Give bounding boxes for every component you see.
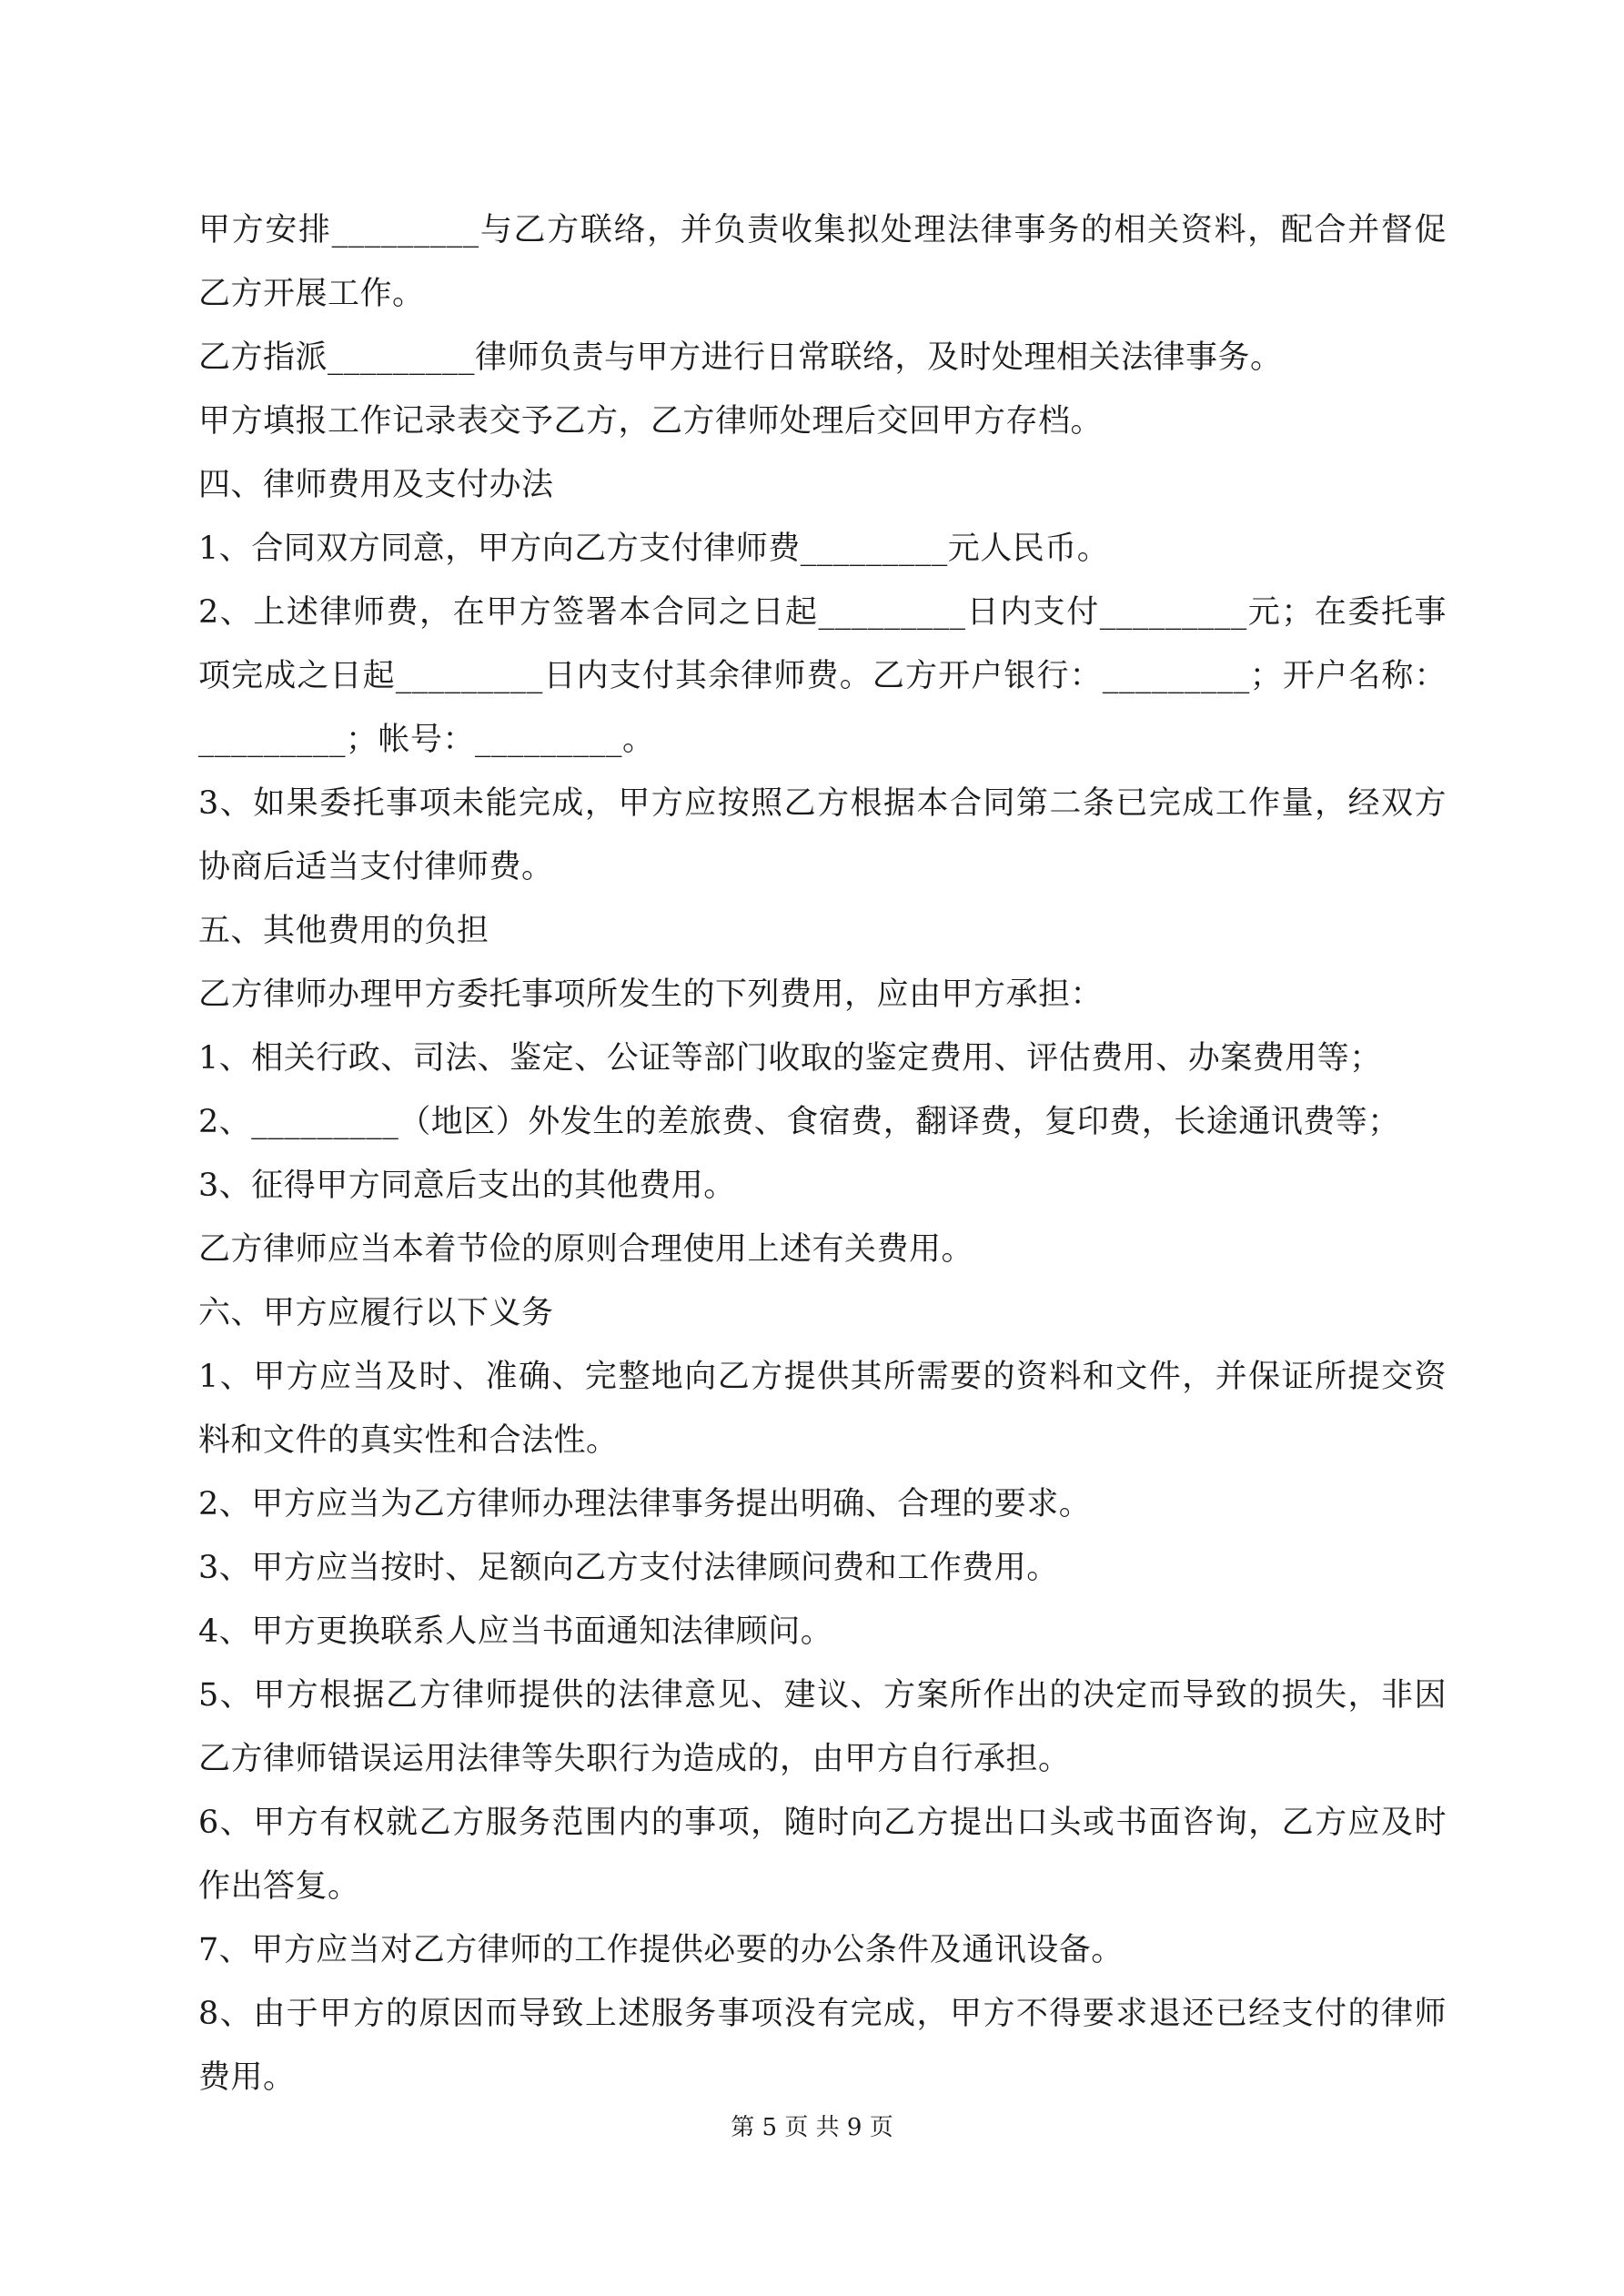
text-line: 2、上述律师费，在甲方签署本合同之日起_________日内支付_________元；在委托事	[198, 594, 1447, 631]
text-line: 2、甲方应当为乙方律师办理法律事务提出明确、合理的要求。	[198, 1486, 1092, 1522]
text-line: 6、甲方有权就乙方服务范围内的事项，随时向乙方提出口头或书面咨询，乙方应及时	[198, 1805, 1447, 1841]
text-line: 甲方填报工作记录表交予乙方，乙方律师处理后交回甲方存档。	[198, 403, 1104, 440]
text-line: _________；帐号：_________。	[198, 722, 655, 758]
text-line: 乙方律师办理甲方委托事项所发生的下列费用，应由甲方承担：	[198, 976, 1104, 1013]
text-line: 料和文件的真实性和合法性。	[198, 1422, 619, 1459]
text-line: 乙方律师错误运用法律等失职行为造成的，由甲方自行承担。	[198, 1741, 1071, 1777]
text-line: 3、如果委托事项未能完成，甲方应按照乙方根据本合同第二条已完成工作量，经双方	[198, 785, 1447, 822]
document-body	[198, 198, 1447, 2109]
text-line: 甲方安排_________与乙方联络，并负责收集拟处理法律事务的相关资料，配合并督促	[198, 212, 1447, 248]
text-line: 5、甲方根据乙方律师提供的法律意见、建议、方案所作出的决定而导致的损失，非因	[198, 1677, 1447, 1714]
text-line: 3、甲方应当按时、足额向乙方支付法律顾问费和工作费用。	[198, 1550, 1059, 1586]
text-line: 1、合同双方同意，甲方向乙方支付律师费_________元人民币。	[198, 531, 1110, 567]
section-heading: 四、律师费用及支付办法	[198, 467, 554, 503]
page-number-footer: 第 5 页 共 9 页	[731, 2114, 893, 2141]
text-line: 乙方指派_________律师负责与甲方进行日常联络，及时处理相关法律事务。	[198, 339, 1283, 376]
text-line: 作出答复。	[198, 1868, 360, 1905]
text-line: 1、甲方应当及时、准确、完整地向乙方提供其所需要的资料和文件，并保证所提交资	[198, 1359, 1447, 1395]
text-line: 乙方律师应当本着节俭的原则合理使用上述有关费用。	[198, 1231, 974, 1268]
text-line: 2、_________（地区）外发生的差旅费、食宿费，翻译费，复印费，长途通讯费等；	[198, 1104, 1400, 1140]
text-line: 乙方开展工作。	[198, 276, 425, 312]
text-line: 7、甲方应当对乙方律师的工作提供必要的办公条件及通讯设备。	[198, 1932, 1124, 1968]
text-line: 协商后适当支付律师费。	[198, 849, 554, 885]
section-heading: 五、其他费用的负担	[198, 913, 489, 949]
text-line: 3、征得甲方同意后支出的其他费用。	[198, 1168, 736, 1204]
text-line: 4、甲方更换联系人应当书面通知法律顾问。	[198, 1613, 833, 1650]
section-heading: 六、甲方应履行以下义务	[198, 1295, 554, 1331]
text-line: 1、相关行政、司法、鉴定、公证等部门收取的鉴定费用、评估费用、办案费用等；	[198, 1040, 1382, 1077]
text-line: 费用。	[198, 2059, 296, 2096]
text-line: 项完成之日起_________日内支付其余律师费。乙方开户银行：_________；开户名称：	[198, 658, 1447, 694]
text-line: 8、由于甲方的原因而导致上述服务事项没有完成，甲方不得要求退还已经支付的律师	[198, 1996, 1447, 2032]
